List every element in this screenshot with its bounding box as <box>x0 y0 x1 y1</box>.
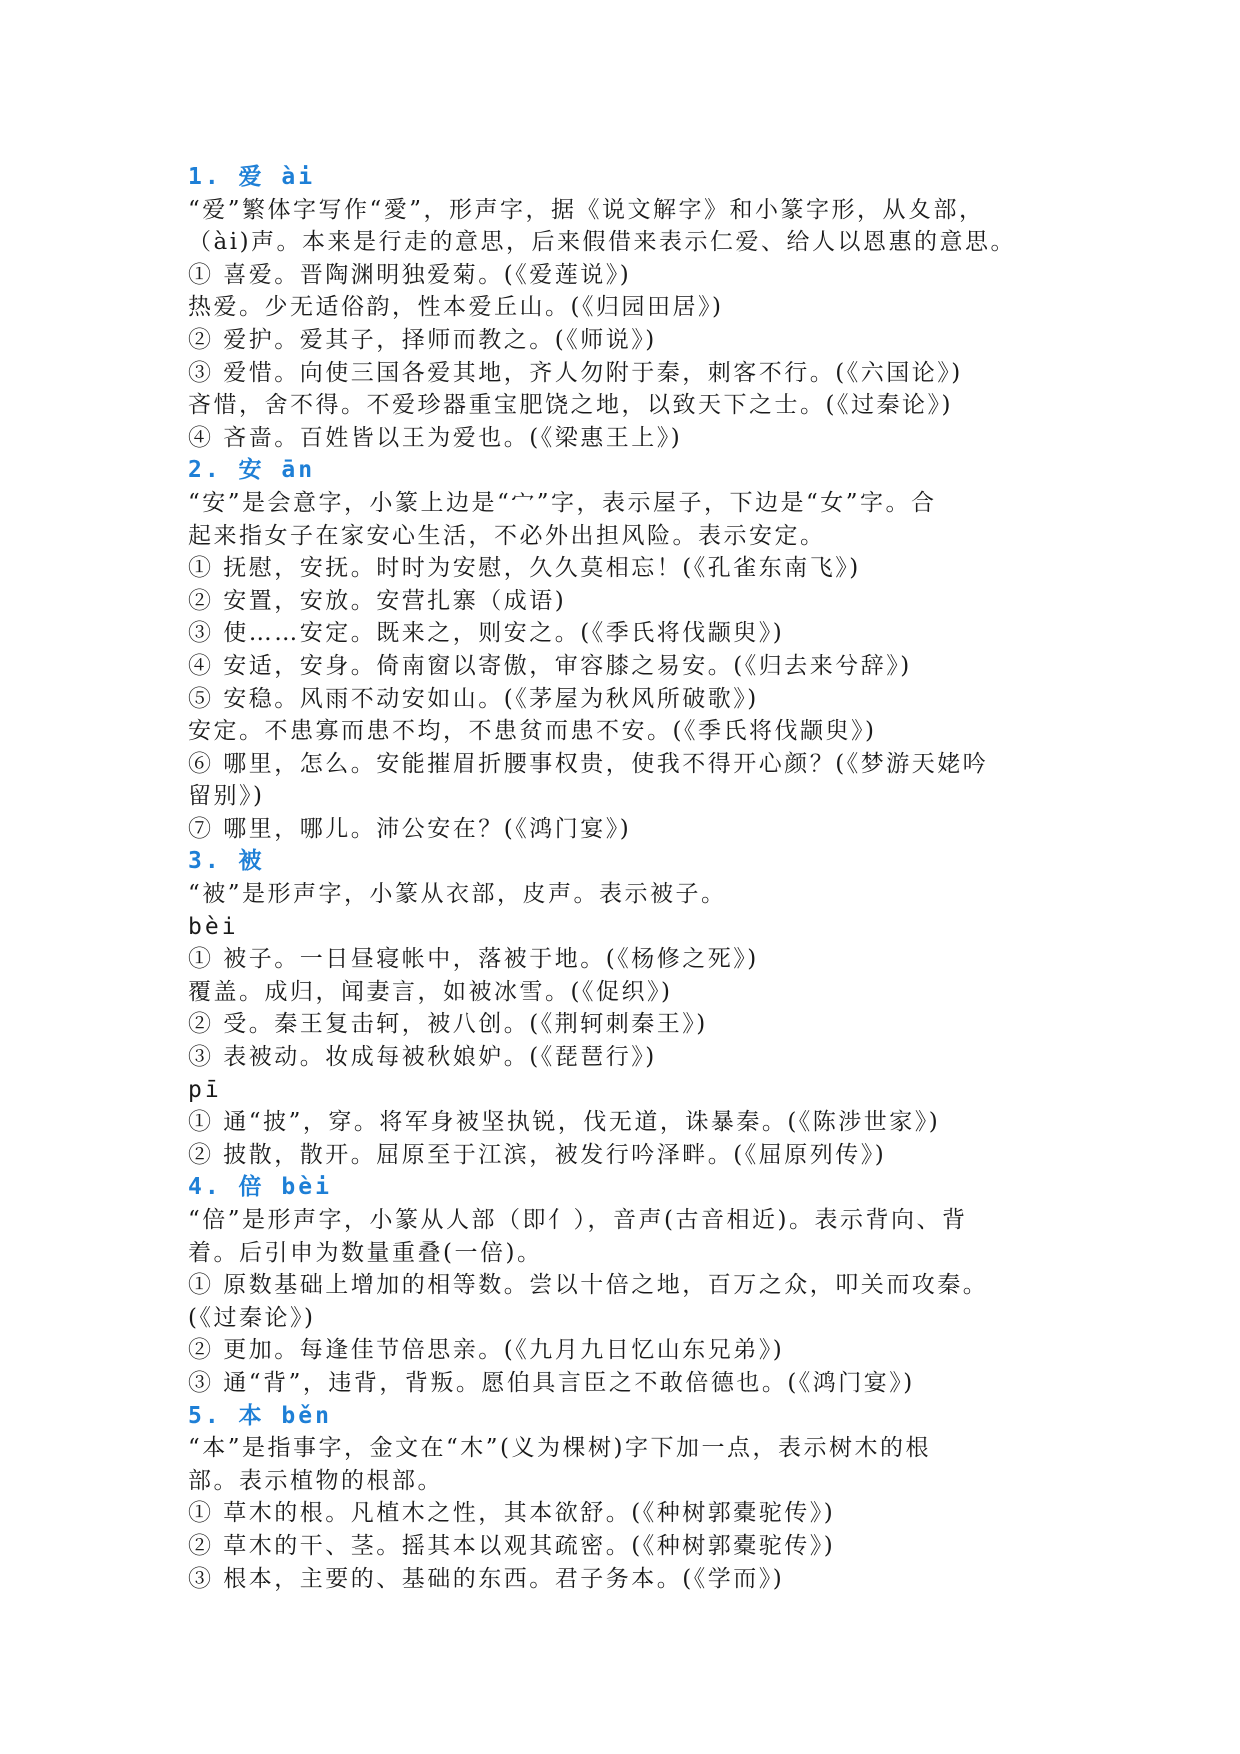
pinyin-subheading: bèi <box>188 913 239 940</box>
entry <box>188 1400 1078 1596</box>
entry-line: “安”是会意字，小篆上边是“宀”字，表示屋子，下边是“女”字。合 <box>188 489 937 516</box>
entry-line: “本”是指事字，金文在“木”(义为棵树)字下加一点，表示树木的根 <box>188 1435 931 1462</box>
entry-line: ② 爱护。爱其子，择师而教之。(《师说》) <box>188 326 657 353</box>
entry-line: ① 被子。一日昼寝帐中，落被于地。(《杨修之死》) <box>188 946 759 973</box>
entry-line: ② 安置，安放。安营扎寨（成语) <box>188 587 567 614</box>
entry-line: ② 受。秦王复击轲，被八创。(《荆轲刺秦王》) <box>188 1011 708 1038</box>
entry-title: 5. 本 běn <box>188 1402 332 1429</box>
entry-title: 1. 爱 ài <box>188 164 316 190</box>
entry-line: ② 披散，散开。屈原至于江滨，被发行吟泽畔。(《屈原列传》) <box>188 1141 887 1168</box>
entry-line: “爱”繁体字写作“愛”，形声字，据《说文解字》和小篆字形，从夊部， <box>188 196 985 223</box>
entry <box>188 454 1078 845</box>
entry-line: 覆盖。成归，闻妻言，如被冰雪。(《促织》) <box>188 978 673 1005</box>
entry-line: 热爱。少无适俗韵，性本爱丘山。(《归园田居》) <box>188 294 724 321</box>
entry-line: ④ 安适，安身。倚南窗以寄傲，审容膝之易安。(《归去来兮辞》) <box>188 652 912 679</box>
entry-line: 起来指女子在家安心生活，不必外出担风险。表示安定。 <box>188 522 826 549</box>
entry-line: 吝惜，舍不得。不爱珍器重宝肥饶之地，以致天下之士。(《过秦论》) <box>188 392 953 419</box>
entry-line: ① 喜爱。晋陶渊明独爱菊。(《爱莲说》) <box>188 261 632 288</box>
entry-line: ① 通“披”，穿。将军身被坚执锐，伐无道，诛暴秦。(《陈涉世家》) <box>188 1109 941 1136</box>
entry-line: ⑥ 哪里，怎么。安能摧眉折腰事权贵，使我不得开心颜？(《梦游天姥吟 <box>188 750 989 777</box>
entry-line: ③ 使……安定。既来之，则安之。(《季氏将伐颛臾》) <box>188 620 785 647</box>
pinyin-subheading: pī <box>188 1076 222 1103</box>
entry-line: 部。表示植物的根部。 <box>188 1467 443 1494</box>
entry-line: ① 抚慰，安抚。时时为安慰，久久莫相忘！(《孔雀东南飞》) <box>188 555 861 582</box>
entry-line: ⑦ 哪里，哪儿。沛公安在？(《鸿门宴》) <box>188 815 632 842</box>
entry-line: ⑤ 安稳。风雨不动安如山。(《茅屋为秋风所破歌》) <box>188 685 759 712</box>
entry-line: “被”是形声字，小篆从衣部，皮声。表示被子。 <box>188 881 727 908</box>
entry-line: 安定。不患寡而患不均，不患贫而患不安。(《季氏将伐颛臾》) <box>188 718 877 745</box>
entry-line: 着。后引申为数量重叠(一倍)。 <box>188 1239 543 1266</box>
entry <box>188 1171 1078 1399</box>
entry-line: (《过秦论》) <box>188 1304 316 1331</box>
entry-line: ③ 爱惜。向使三国各爱其地，齐人勿附于秦，刺客不行。(《六国论》) <box>188 359 963 386</box>
entry-line: 留别》) <box>188 783 265 810</box>
entry-line: ④ 吝啬。百姓皆以王为爱也。(《梁惠王上》) <box>188 424 683 451</box>
entry-line: ① 原数基础上增加的相等数。尝以十倍之地，百万之众，叩关而攻秦。 <box>188 1272 989 1299</box>
entry-line: ③ 根本，主要的、基础的东西。君子务本。(《学而》) <box>188 1565 785 1592</box>
entry-line: （ài)声。本来是行走的意思，后来假借来表示仁爱、给人以恩惠的意思。 <box>188 229 1017 256</box>
document-page <box>188 161 1078 1595</box>
entry-title: 4. 倍 bèi <box>188 1174 332 1201</box>
entry-line: ② 更加。每逢佳节倍思亲。(《九月九日忆山东兄弟》) <box>188 1337 785 1364</box>
entry-line: ① 草木的根。凡植木之性，其本欲舒。(《种树郭橐驼传》) <box>188 1500 836 1527</box>
entry-line: “倍”是形声字，小篆从人部（即亻），音声(古音相近)。表示背向、背 <box>188 1207 968 1233</box>
entry-line: ③ 通“背”，违背，背叛。愿伯具言臣之不敢倍德也。(《鸿门宴》) <box>188 1369 915 1396</box>
entry <box>188 161 1078 454</box>
entry <box>188 845 1078 1171</box>
entry-line: ② 草木的干、茎。摇其本以观其疏密。(《种树郭橐驼传》) <box>188 1532 836 1559</box>
entry-title: 2. 安 ān <box>188 457 316 484</box>
entry-line: ③ 表被动。妆成每被秋娘妒。(《琵琶行》) <box>188 1044 657 1071</box>
entry-title: 3. 被 <box>188 848 265 875</box>
